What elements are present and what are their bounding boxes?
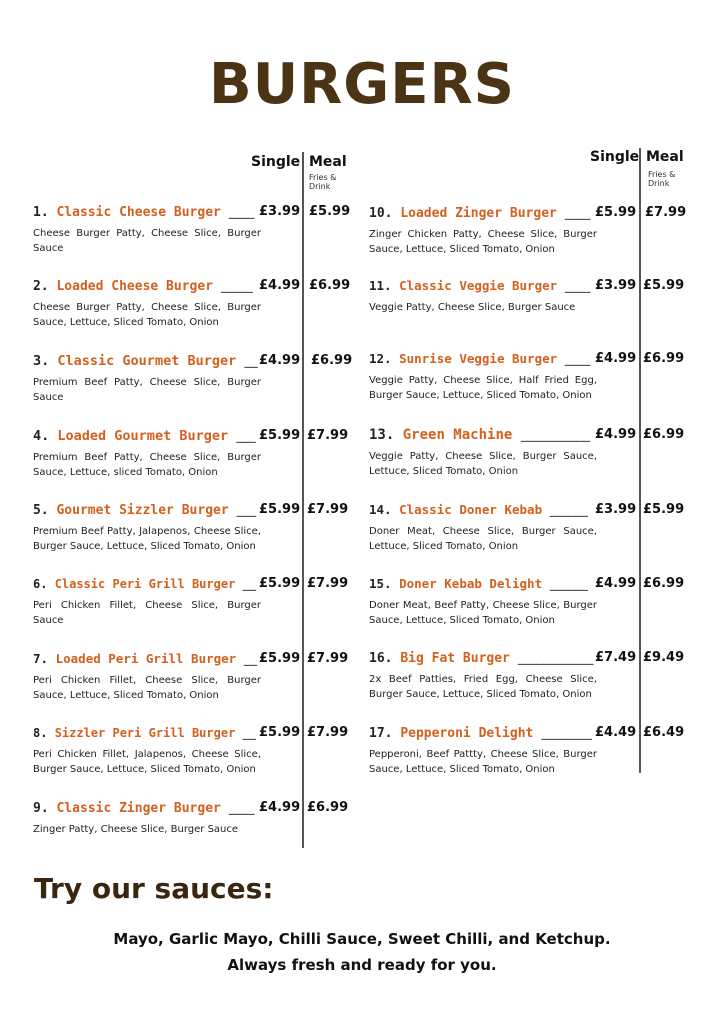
single-price: £5.99 [259,428,301,443]
item-heading [33,574,255,594]
sauces-list: Mayo, Garlic Mayo, Chilli Sauce, Sweet Chilli, and Ketchup. [113,930,611,948]
item-description: Pepperoni, Beef Pattty, Cheese Slice, Burger Sauce, Lettuce, Sliced Tomato, Onion [369,749,597,775]
meal-price: £5.99 [643,278,685,293]
item-name: Green Machine [402,427,513,443]
item-heading [369,276,590,296]
item-heading [33,500,255,521]
item-description: Doner Meat, Cheese Slice, Burger Sauce, Lettuce, Sliced Tomato, Onion [369,526,597,552]
item-name: Sunrise Veggie Burger [399,351,558,366]
item-number: 4. [33,428,50,444]
item-description: Veggie Patty, Cheese Slice, Burger Sauce [369,302,576,313]
item-number: 7. [33,651,49,666]
item-heading [369,723,591,744]
item-description: Zinger Patty, Cheese Slice, Burger Sauce [33,824,239,835]
meal-price: £7.99 [307,651,349,666]
item-name: Big Fat Burger [400,651,510,666]
item-description: Cheese Burger Patty, Cheese Slice, Burger Sauce [33,228,261,254]
meal-price: £6.99 [309,278,351,293]
item-name: Loaded Gourmet Burger [57,428,229,444]
right-meal-header: Meal [646,149,684,165]
item-description: Veggie Patty, Cheese Slice, Burger Sauce, Lettuce, Sliced Tomato, Onion [369,451,597,477]
single-price: £5.99 [595,205,637,220]
item-number: 9. [33,801,49,816]
meal-price: £7.99 [645,205,687,220]
item-heading [369,648,592,669]
item-leader: ______ [549,503,587,517]
item-leader: ____ [564,279,590,293]
item-heading [369,425,589,445]
item-number: 14. [369,502,392,517]
item-number: 11. [369,278,392,293]
sauces-heading: Try our sauces: [34,872,274,905]
item-leader: _____ [220,279,252,293]
item-number: 16. [369,651,393,666]
meal-price: £6.49 [643,725,685,740]
item-number: 12. [369,351,392,366]
item-leader: ________ [541,726,591,740]
meal-price: £6.99 [643,351,685,366]
meal-price: £7.99 [307,576,349,591]
right-single-header: Single [590,149,640,165]
item-name: Sizzler Peri Grill Burger [54,726,236,740]
item-description: Peri Chicken Fillet, Jalapenos, Cheese Slice, Burger Sauce, Lettuce, Sliced Tomato, Onion [33,749,261,775]
item-name: Classic Veggie Burger [399,278,558,293]
item-leader: __ [244,354,257,368]
item-heading [33,351,257,371]
meal-price: £7.99 [307,725,349,740]
item-description: Zinger Chicken Patty, Cheese Slice, Burger Sauce, Lettuce, Sliced Tomato, Onion [369,229,597,255]
item-name: Classic Doner Kebab [399,502,543,517]
single-price: £5.99 [259,725,301,740]
single-price: £4.99 [595,427,637,442]
single-price: £5.99 [259,651,301,666]
item-number: 5. [33,503,49,518]
meal-price: £7.99 [307,502,349,517]
item-leader: ______ [549,577,587,591]
item-name: Doner Kebab Delight [399,576,543,591]
single-price: £7.49 [595,650,637,665]
item-heading [369,349,590,369]
single-price: £3.99 [259,204,301,219]
sauces-tagline: Always fresh and ready for you. [227,956,497,974]
item-description: Doner Meat, Beef Patty, Cheese Slice, Burger Sauce, Lettuce, Sliced Tomato, Onion [369,600,597,626]
item-name: Loaded Cheese Burger [56,279,214,294]
item-description: Peri Chicken Fillet, Cheese Slice, Burger Sauce [33,600,261,626]
item-name: Classic Cheese Burger [56,205,221,220]
item-number: 2. [33,279,49,294]
item-leader: ____ [564,206,590,220]
item-leader: ____ [564,352,590,366]
item-leader: __ [243,652,257,666]
item-heading [33,202,254,223]
item-leader: ____________ [517,651,593,665]
meal-price: £5.99 [309,204,351,219]
item-leader: __ [242,577,255,591]
single-price: £3.99 [595,502,637,517]
item-number: 8. [33,726,48,740]
item-heading [33,276,252,297]
item-number: 15. [369,576,392,591]
right-meal-subheader: Fries & Drink [648,170,676,188]
single-price: £5.99 [259,502,301,517]
left-meal-header: Meal [309,154,347,170]
item-description: 2x Beef Patties, Fried Egg, Cheese Slice, Burger Sauce, Lettuce, Sliced Tomato, Onion [369,674,597,700]
item-name: Classic Zinger Burger [56,801,221,816]
meal-price: £7.99 [307,428,349,443]
meal-price: £5.99 [643,502,685,517]
item-name: Loaded Peri Grill Burger [55,651,237,666]
item-leader: ___ [236,503,256,517]
item-leader: ___________ [520,428,590,442]
single-price: £3.99 [595,278,637,293]
single-price: £4.99 [595,576,637,591]
item-heading [33,649,256,669]
item-number: 3. [33,353,50,369]
item-description: Veggie Patty, Cheese Slice, Half Fried Egg, Burger Sauce, Lettuce, Sliced Tomato, Onion [369,375,597,401]
left-single-header: Single [251,154,301,170]
single-price: £5.99 [259,576,301,591]
item-description: Premium Beef Patty, Cheese Slice, Burger Sauce, Lettuce, sliced Tomato, Onion [33,452,261,478]
item-description: Peri Chicken Fillet, Cheese Slice, Burger Sauce, Lettuce, Sliced Tomato, Onion [33,675,261,701]
item-number: 6. [33,577,48,591]
item-name: Loaded Zinger Burger [400,206,557,221]
item-name: Classic Peri Grill Burger [54,577,236,591]
item-number: 1. [33,205,49,220]
item-heading [33,723,255,743]
meal-price: £6.99 [643,427,685,442]
single-price: £4.49 [595,725,637,740]
item-heading [369,203,590,224]
item-leader: ___ [236,429,255,443]
item-heading [33,426,255,446]
item-name: Pepperoni Delight [400,726,534,741]
item-heading [33,798,254,819]
item-heading [369,574,587,594]
single-price: £4.99 [259,278,301,293]
item-name: Classic Gourmet Burger [57,353,237,369]
item-number: 10. [369,206,393,221]
meal-price: £9.49 [643,650,685,665]
item-heading [369,500,587,520]
left-column-divider [302,152,304,848]
item-description: Premium Beef Patty, Cheese Slice, Burger Sauce [33,377,261,403]
item-number: 17. [369,726,393,741]
item-leader: ____ [228,205,254,219]
item-number: 13. [369,427,395,443]
menu-title: BURGERS [209,52,515,117]
single-price: £4.99 [595,351,637,366]
item-description: Cheese Burger Patty, Cheese Slice, Burger Sauce, Lettuce, Sliced Tomato, Onion [33,302,261,328]
item-description: Premium Beef Patty, Jalapenos, Cheese Slice, Burger Sauce, Lettuce, Sliced Tomato, Onion [33,526,261,552]
item-leader: ____ [228,801,254,815]
single-price: £4.99 [259,800,301,815]
item-leader: __ [242,726,255,740]
item-name: Gourmet Sizzler Burger [56,503,229,518]
meal-price: £6.99 [311,353,353,368]
left-meal-subheader: Fries & Drink [309,173,337,191]
meal-price: £6.99 [643,576,685,591]
meal-price: £6.99 [307,800,349,815]
right-column-divider [639,148,641,773]
single-price: £4.99 [259,353,301,368]
